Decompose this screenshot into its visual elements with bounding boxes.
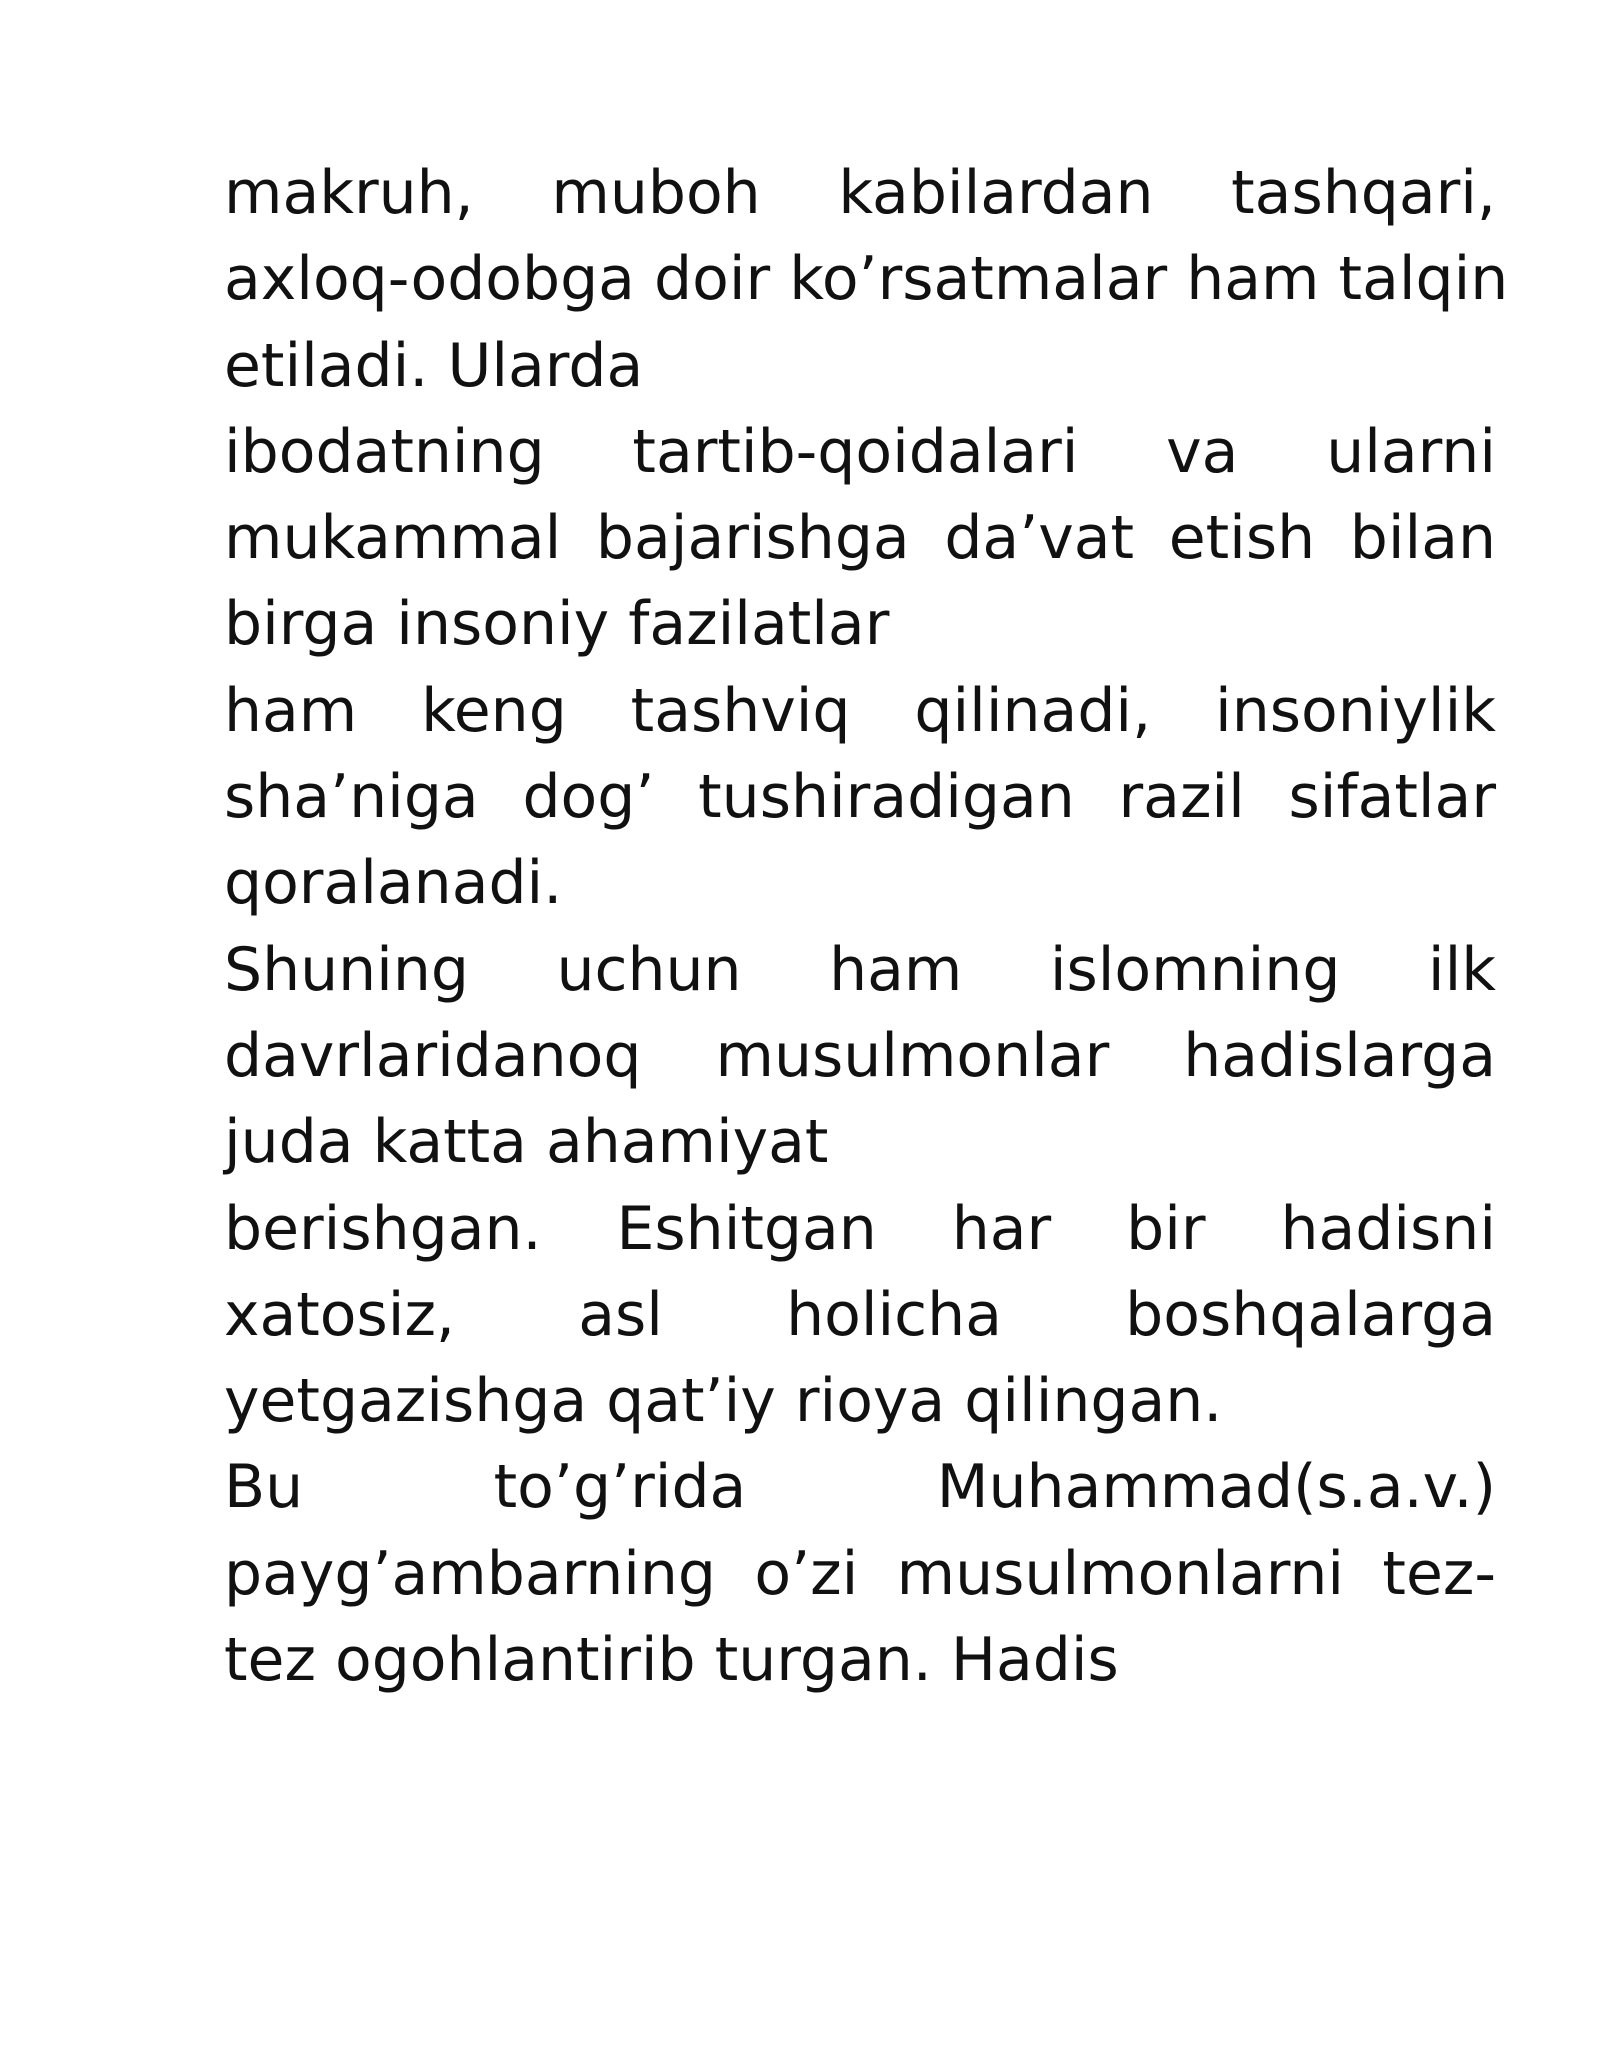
- text-line: payg’ambarning o’zi musulmonlarni tez-: [224, 1538, 1496, 1609]
- text-line: qoralanadi.: [224, 848, 563, 919]
- text-line: mukammal bajarishga da’vat etish bilan: [224, 503, 1496, 574]
- text-line: ham keng tashviq qilinadi, insoniylik: [224, 675, 1496, 746]
- text-line: Bu to’g’rida Muhammad(s.a.v.): [224, 1452, 1496, 1523]
- text-line: yetgazishga qat’iy rioya qilingan.: [224, 1366, 1223, 1437]
- paragraph: [224, 409, 1496, 668]
- text-line: berishgan. Eshitgan har bir hadisni: [224, 1193, 1496, 1264]
- text-line: tez ogohlantirib turgan. Hadis: [224, 1625, 1119, 1696]
- paragraph: [224, 1444, 1496, 1703]
- paragraph: [224, 150, 1509, 409]
- paragraph: [224, 1186, 1496, 1445]
- text-line: Shuning uchun ham islomning ilk: [224, 934, 1496, 1005]
- text-line: davrlaridanoq musulmonlar hadislarga: [224, 1020, 1496, 1091]
- paragraph: [224, 668, 1496, 927]
- text-line: xatosiz, asl holicha boshqalarga: [224, 1279, 1496, 1350]
- text-line: axloq-odobga doir ko’rsatmalar ham talqin: [224, 244, 1509, 315]
- text-line: etiladi. Ularda: [224, 330, 644, 401]
- text-line: ibodatning tartib-qoidalari va ularni: [224, 416, 1496, 487]
- text-line: sha’niga dog’ tushiradigan razil sifatlar: [224, 762, 1496, 833]
- text-line: makruh, muboh kabilardan tashqari,: [224, 158, 1496, 228]
- paragraph: [224, 927, 1496, 1186]
- text-line: birga insoniy fazilatlar: [224, 589, 890, 660]
- body-text: [224, 150, 1509, 1703]
- text-line: juda katta ahamiyat: [224, 1107, 829, 1178]
